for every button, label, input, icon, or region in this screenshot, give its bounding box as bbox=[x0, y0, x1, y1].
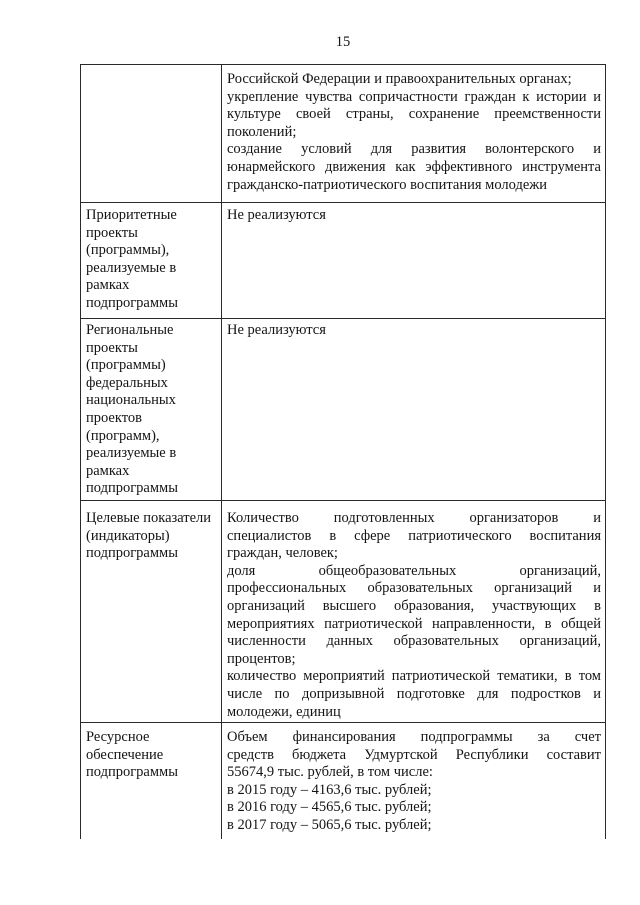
label-line: (программ), bbox=[86, 427, 160, 444]
content-paragraph bbox=[227, 668, 601, 721]
content-line: профессиональных образовательных организаций и bbox=[227, 580, 601, 597]
content-paragraph bbox=[227, 510, 601, 563]
row-label-cell bbox=[81, 319, 222, 500]
row-label-cell bbox=[81, 203, 222, 318]
label-line: национальных bbox=[86, 392, 176, 409]
content-line: в 2017 году – 5065,6 тыс. рублей; bbox=[227, 816, 432, 833]
table-row bbox=[81, 723, 605, 839]
label-line: (программы) bbox=[86, 357, 166, 374]
label-line: (программы), bbox=[86, 242, 170, 259]
content-line: процентов; bbox=[227, 650, 296, 667]
content-line: мероприятиях патриотической направленности, в общей bbox=[227, 615, 601, 632]
row-content-cell bbox=[222, 723, 605, 839]
content-line: количество мероприятий патриотической тематики, в том bbox=[227, 668, 601, 685]
label-line: проектов bbox=[86, 409, 142, 426]
label-line: Целевые показатели bbox=[86, 510, 212, 526]
content-line: численности данных образовательных организаций, bbox=[227, 633, 601, 650]
label-line: подпрограммы bbox=[86, 764, 178, 781]
content-paragraph bbox=[227, 322, 601, 340]
label-line: Приоритетные bbox=[86, 207, 177, 223]
table-row bbox=[81, 65, 605, 203]
content-line: 55674,9 тыс. рублей, в том числе: bbox=[227, 764, 433, 781]
row-content-cell bbox=[222, 65, 605, 202]
content-line: укрепление чувства сопричастности граждан к истории и bbox=[227, 88, 601, 105]
content-line: создание условий для развития волонтерского и bbox=[227, 141, 601, 158]
content-line: граждан, человек; bbox=[227, 545, 338, 562]
label-line: проекты bbox=[86, 224, 138, 241]
label-line: подпрограммы bbox=[86, 294, 178, 311]
label-line: реализуемые в bbox=[86, 445, 177, 462]
page-number: 15 bbox=[335, 34, 351, 50]
label-line: обеспечение bbox=[86, 746, 164, 763]
content-paragraph bbox=[227, 207, 601, 225]
label-line: проекты bbox=[86, 339, 138, 356]
row-label-cell bbox=[81, 501, 222, 722]
content-line: культуре своей страны, сохранение преемственности bbox=[227, 106, 601, 123]
content-paragraph bbox=[227, 71, 601, 89]
row-content-cell bbox=[222, 319, 605, 500]
content-line: числе по допризывной подготовке для подростков и bbox=[227, 685, 601, 702]
row-content-cell bbox=[222, 501, 605, 722]
content-line: Не реализуются bbox=[227, 207, 326, 223]
content-line: поколений; bbox=[227, 123, 297, 140]
label-line: федеральных bbox=[86, 374, 168, 391]
content-paragraph bbox=[227, 782, 601, 800]
label-line: Региональные bbox=[86, 322, 174, 338]
content-line: гражданско-патриотического воспитания молодежи bbox=[227, 176, 548, 193]
label-line: Ресурсное bbox=[86, 729, 150, 745]
label-line: подпрограммы bbox=[86, 480, 178, 497]
row-label-cell bbox=[81, 723, 222, 839]
content-paragraph bbox=[227, 729, 601, 782]
row-label-cell bbox=[81, 65, 222, 202]
content-paragraph bbox=[227, 141, 601, 194]
label-line: (индикаторы) bbox=[86, 527, 170, 544]
table-row bbox=[81, 319, 605, 501]
content-line: в 2016 году – 4565,6 тыс. рублей; bbox=[227, 799, 432, 816]
content-line: специалистов в сфере патриотического воспитания bbox=[227, 527, 601, 544]
label-line: реализуемые в bbox=[86, 259, 177, 276]
content-paragraph bbox=[227, 89, 601, 142]
content-paragraph bbox=[227, 563, 601, 669]
content-line: юнармейского движения как эффективного инструмента bbox=[227, 158, 601, 175]
label-line: рамках bbox=[86, 462, 130, 479]
content-line: средств бюджета Удмуртской Республики составит bbox=[227, 746, 601, 763]
content-line: в 2015 году – 4163,6 тыс. рублей; bbox=[227, 781, 432, 798]
row-content-cell bbox=[222, 203, 605, 318]
content-line: Количество подготовленных организаторов и bbox=[227, 510, 601, 526]
content-paragraph bbox=[227, 799, 601, 817]
passport-table bbox=[80, 64, 606, 839]
content-paragraph bbox=[227, 817, 601, 835]
content-line: доля общеобразовательных организаций, bbox=[227, 562, 601, 579]
content-line: Объем финансирования подпрограммы за счет bbox=[227, 729, 601, 745]
content-line: организаций высшего образования, участвующих в bbox=[227, 597, 601, 614]
content-line: Не реализуются bbox=[227, 322, 326, 338]
content-line: Российской Федерации и правоохранительных органах; bbox=[227, 71, 572, 87]
label-line: подпрограммы bbox=[86, 545, 178, 562]
table-row bbox=[81, 203, 605, 319]
content-line: молодежи, единиц bbox=[227, 703, 341, 720]
label-line: рамках bbox=[86, 277, 130, 294]
table-row bbox=[81, 501, 605, 723]
